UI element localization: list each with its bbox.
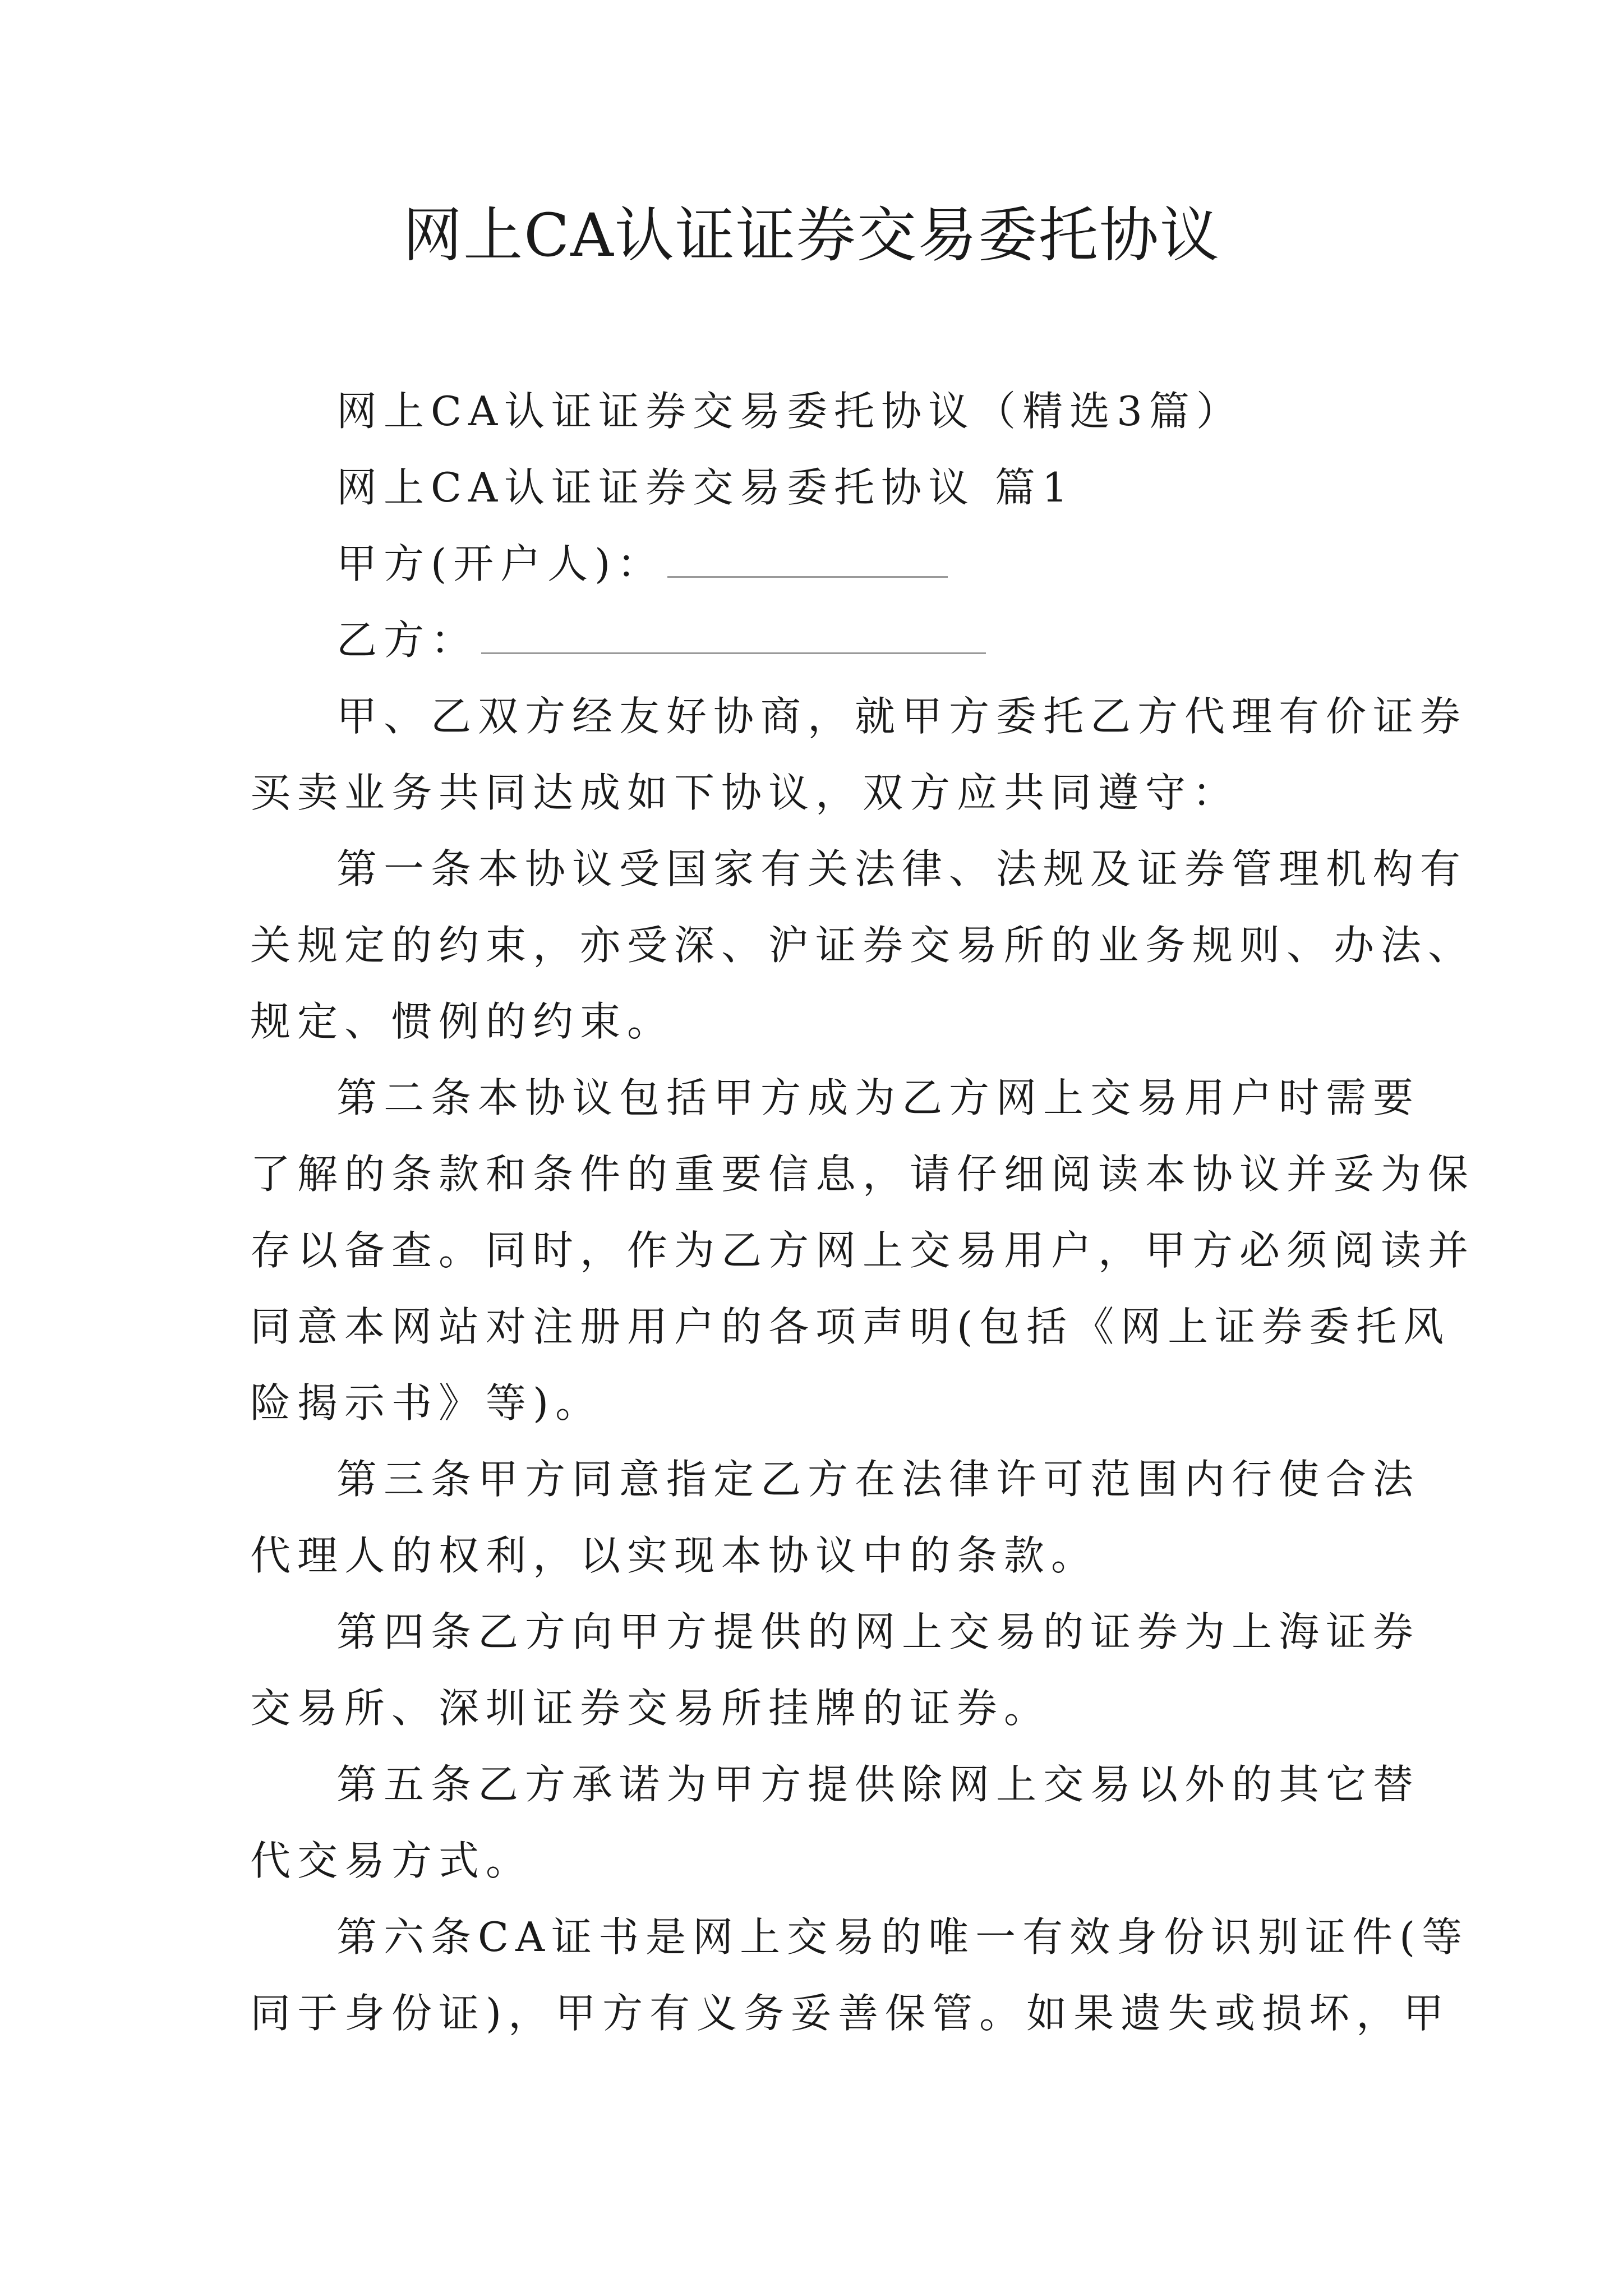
section-heading: 网上CA认证证券交易委托协议 篇1 bbox=[336, 464, 1075, 511]
paragraph-line: 第一条本协议受国家有关法律、法规及证券管理机构有 bbox=[336, 845, 1468, 892]
paragraph-line: 买卖业务共同达成如下协议，双方应共同遵守： bbox=[250, 769, 1240, 816]
paragraph-line: 同于身份证)，甲方有义务妥善保管。如果遗失或损坏，甲 bbox=[250, 1990, 1451, 2037]
paragraph-line: 存以备查。同时，作为乙方网上交易用户，甲方必须阅读并 bbox=[250, 1227, 1476, 1274]
paragraph-line: 规定、惯例的约束。 bbox=[250, 998, 675, 1045]
paragraph-intro bbox=[250, 678, 1468, 831]
paragraph-line: 交易所、深圳证券交易所挂牌的证券。 bbox=[250, 1685, 1052, 1732]
party-a-label: 甲方(开户人)： bbox=[336, 540, 665, 587]
paragraph-article-5 bbox=[250, 1746, 1421, 1899]
party-b-blank bbox=[481, 630, 986, 654]
paragraph-line: 代交易方式。 bbox=[250, 1837, 533, 1884]
paragraph-line: 同意本网站对注册用户的各项声明(包括《网上证券委托风 bbox=[250, 1303, 1451, 1350]
paragraph-line: 第四条乙方向甲方提供的网上交易的证券为上海证券 bbox=[336, 1608, 1421, 1655]
party-a-line bbox=[250, 526, 1400, 602]
paragraph-article-1 bbox=[250, 831, 1476, 1060]
paragraph-line: 第五条乙方承诺为甲方提供除网上交易以外的其它替 bbox=[336, 1761, 1421, 1808]
paragraph-line: 第六条CA证书是网上交易的唯一有效身份识别证件(等 bbox=[336, 1913, 1469, 1961]
party-b-line bbox=[250, 602, 1400, 678]
paragraph-article-2 bbox=[250, 1060, 1476, 1441]
paragraph-line: 代理人的权利，以实现本协议中的条款。 bbox=[250, 1532, 1099, 1579]
document-body bbox=[250, 373, 1476, 2051]
paragraph-article-3 bbox=[250, 1441, 1421, 1594]
document-title: 网上CA认证证券交易委托协议 bbox=[403, 201, 1220, 270]
paragraph-line: 险揭示书》等)。 bbox=[250, 1379, 603, 1427]
paragraph-line: 第二条本协议包括甲方成为乙方网上交易用户时需要 bbox=[336, 1074, 1421, 1121]
paragraph-line: 第三条甲方同意指定乙方在法律许可范围内行使合法 bbox=[336, 1456, 1421, 1503]
paragraph-article-6 bbox=[250, 1899, 1469, 2051]
document-subtitle: 网上CA认证证券交易委托协议（精选3篇） bbox=[336, 388, 1243, 435]
paragraph-article-4 bbox=[250, 1594, 1421, 1746]
paragraph-line: 甲、乙双方经友好协商，就甲方委托乙方代理有价证券 bbox=[336, 693, 1468, 740]
paragraph-line: 关规定的约束，亦受深、沪证券交易所的业务规则、办法、 bbox=[250, 922, 1476, 969]
paragraph-line: 了解的条款和条件的重要信息，请仔细阅读本协议并妥为保 bbox=[250, 1151, 1476, 1198]
party-a-blank bbox=[667, 554, 948, 578]
party-b-label: 乙方： bbox=[336, 616, 478, 664]
